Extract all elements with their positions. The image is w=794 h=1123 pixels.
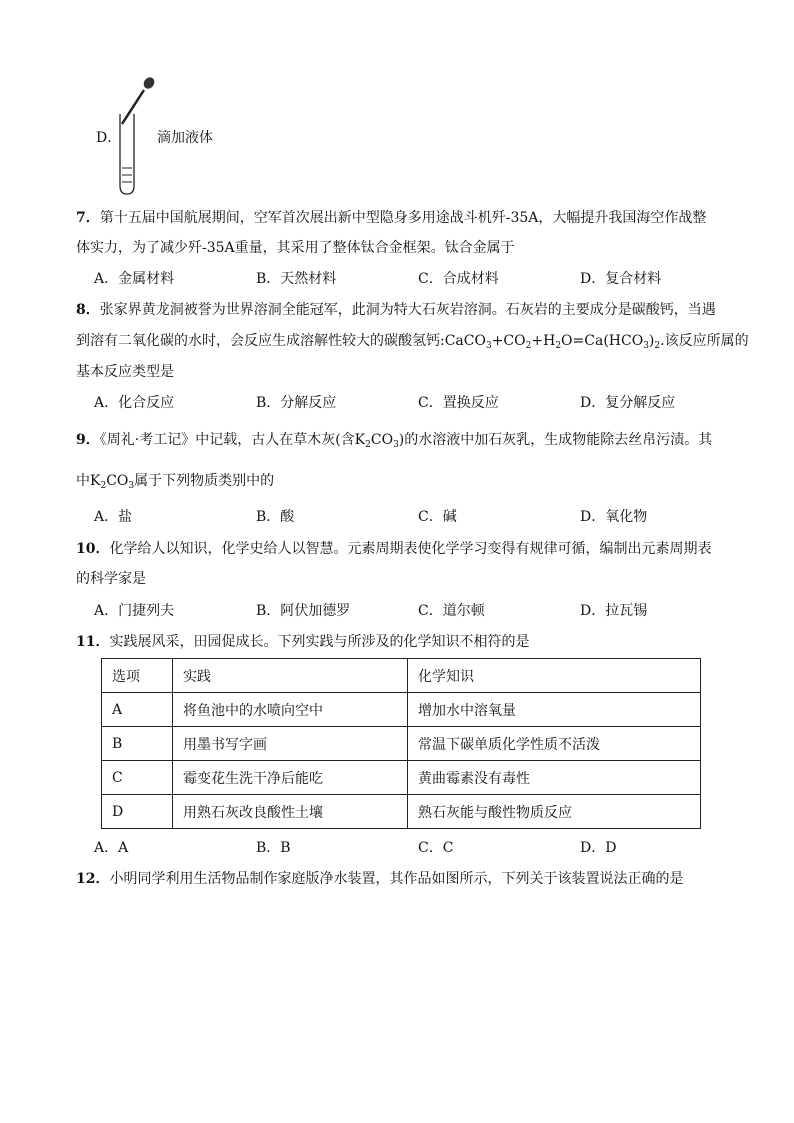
q9-option-a: A．盐 — [94, 509, 133, 525]
table-header-row — [102, 659, 701, 693]
q8-option-a: A．化合反应 — [94, 395, 175, 411]
q10-text-1: 化学给人以知识，化学史给人以智慧。元素周期表使化学学习变得有规律可循，编制出元素周期表 — [109, 541, 712, 557]
q10-number: 10． — [76, 541, 110, 557]
table-cell: 霉变花生洗干净后能吃 — [173, 761, 408, 795]
q8-text-2e: ) — [648, 333, 655, 349]
table-row — [102, 795, 701, 829]
table-cell: 熟石灰能与酸性物质反应 — [408, 795, 701, 829]
q8-text-3: 基本反应类型是 — [76, 364, 174, 380]
q11-option-a: A．A — [94, 840, 129, 856]
table-row — [102, 727, 701, 761]
q8-sub-2: 2 — [525, 341, 532, 351]
table-row — [102, 693, 701, 727]
q8-text-2f: .该反应所属的 — [660, 333, 749, 349]
q11-line-1 — [76, 632, 529, 652]
q7-option-a: A．金属材料 — [94, 271, 175, 287]
q9-text-1a: 《周礼·考工记》中记载，古人在草木灰(含K — [99, 432, 366, 448]
q8-option-d: D．复分解反应 — [580, 395, 676, 411]
q9-option-b: B．酸 — [256, 509, 295, 525]
table-cell: 常温下碳单质化学性质不活泼 — [408, 727, 701, 761]
table-header-cell: 选项 — [102, 659, 173, 693]
q9-option-c: C．碱 — [418, 509, 457, 525]
q8-sub-5: 2 — [654, 341, 661, 351]
q9-option-d: D．氧化物 — [580, 509, 648, 525]
table-cell: B — [102, 727, 173, 761]
q8-number: 8． — [76, 302, 100, 318]
q10-option-a: A．门捷列夫 — [94, 603, 175, 619]
table-cell: 用墨书写字画 — [173, 727, 408, 761]
q11-table — [101, 658, 701, 829]
q10-option-d: D．拉瓦锡 — [580, 603, 648, 619]
q10-option-b: B．阿伏加德罗 — [256, 603, 351, 619]
q8-text-2a: 到溶有二氧化碳的水时，会反应生成溶解性较大的碳酸氢钙:CaCO — [76, 333, 486, 349]
table-row — [102, 761, 701, 795]
q10-text-2: 的科学家是 — [76, 571, 146, 587]
q7-text-2: 体实力，为了减少歼-35A重量，其采用了整体钛合金框架。钛合金属于 — [76, 240, 515, 256]
table-cell: 黄曲霉素没有毒性 — [408, 761, 701, 795]
q7-line-1 — [76, 208, 706, 228]
q9-text-2b: CO — [106, 473, 129, 489]
q8-text-2c: +H — [531, 333, 556, 349]
q12-text-1: 小明同学利用生活物品制作家庭版净水装置，其作品如图所示，下列关于该装置说法正确的是 — [109, 871, 684, 887]
table-cell: D — [102, 795, 173, 829]
q8-option-c: C．置换反应 — [418, 395, 499, 411]
table-cell: C — [102, 761, 173, 795]
q12-line-1 — [76, 869, 683, 889]
q9-number: 9． — [76, 432, 100, 448]
table-header-cell: 化学知识 — [408, 659, 701, 693]
q9-text-1b: CO — [370, 432, 394, 448]
q12-number: 12． — [76, 871, 110, 887]
q8-sub-4: 3 — [643, 341, 649, 351]
q7-text-1: 第十五届中国航展期间，空军首次展出新中型隐身多用途战斗机歼-35A，大幅提升我国海空作战整 — [99, 210, 707, 226]
table-cell: 增加水中溶氧量 — [408, 693, 701, 727]
q9-text-2c: 属于下列物质类别中的 — [134, 473, 275, 489]
q11-option-b: B．B — [256, 840, 291, 856]
q8-text-2d: O=Ca(HCO — [561, 333, 644, 349]
q11-text-1: 实践展风采，田园促成长。下列实践与所涉及的化学知识不相符的是 — [109, 634, 530, 650]
q7-option-d: D．复合材料 — [580, 271, 662, 287]
q7-option-b: B．天然材料 — [256, 271, 337, 287]
table-cell: 用熟石灰改良酸性土壤 — [173, 795, 408, 829]
q6-option-d-letter: D． — [96, 130, 122, 146]
q11-option-c: C．C — [418, 840, 454, 856]
q11-number: 11． — [76, 634, 110, 650]
q10-line-1 — [76, 539, 711, 559]
table-cell: 将鱼池中的水喷向空中 — [173, 693, 408, 727]
q9-sub-3: 2 — [100, 481, 107, 491]
table-header-cell: 实践 — [173, 659, 408, 693]
dropper-test-tube-figure — [110, 74, 160, 198]
q8-line-1 — [76, 300, 716, 320]
q9-text-2a: 中K — [76, 473, 101, 489]
q9-sub-4: 3 — [128, 481, 135, 491]
q8-sub-1: 3 — [485, 341, 492, 351]
q9-text-1c: )的水溶液中加石灰乳，生成物能除去丝帛污渍。其 — [398, 432, 713, 448]
q6-option-d-text: 滴加液体 — [157, 130, 213, 146]
q8-sub-3: 2 — [555, 341, 562, 351]
q7-option-c: C．合成材料 — [418, 271, 499, 287]
q9-sub-2: 3 — [393, 440, 399, 450]
q9-line-1 — [76, 430, 712, 450]
q9-line-2 — [76, 471, 274, 491]
q8-text-2b: +CO — [491, 333, 526, 349]
q9-sub-1: 2 — [365, 440, 371, 450]
q8-text-1: 张家界黄龙洞被誉为世界溶洞全能冠军，此洞为特大石灰岩溶洞。石灰岩的主要成分是碳酸钙，当遇 — [99, 302, 716, 318]
q11-option-d: D．D — [580, 840, 617, 856]
q8-line-2 — [76, 331, 749, 351]
q10-option-c: C．道尔顿 — [418, 603, 485, 619]
q8-option-b: B．分解反应 — [256, 395, 337, 411]
table-cell: A — [102, 693, 173, 727]
q7-number: 7． — [76, 210, 100, 226]
